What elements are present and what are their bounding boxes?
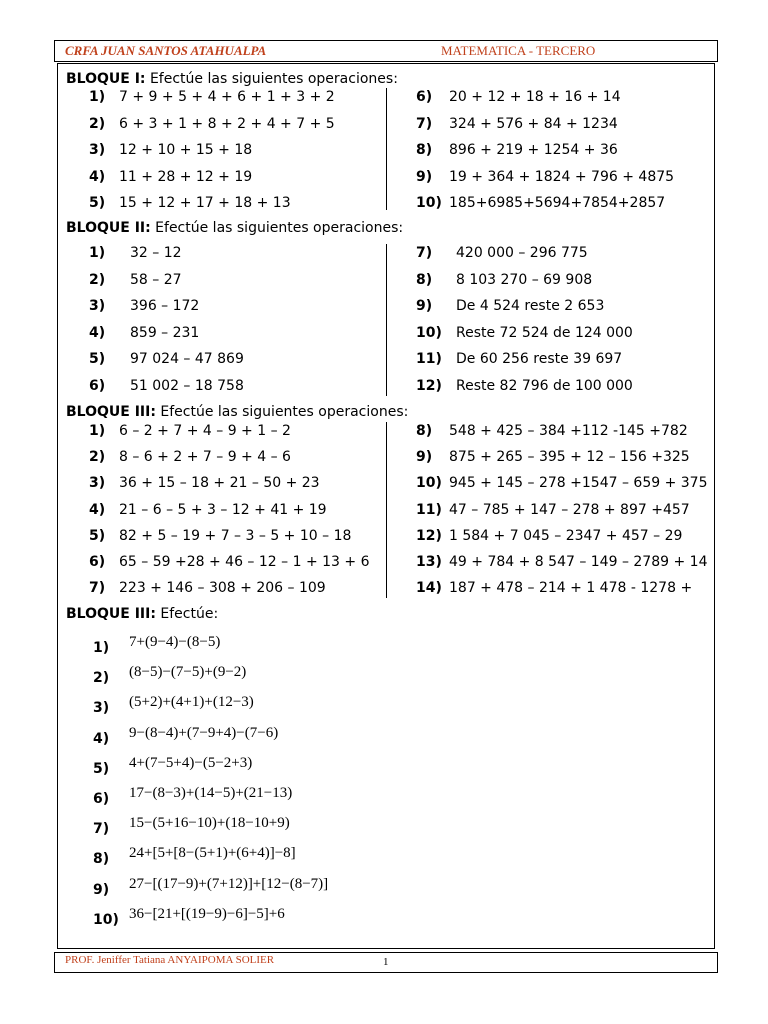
exercise-number: 5) — [93, 760, 110, 777]
exercise-expression: 8 – 6 + 2 + 7 – 9 + 4 – 6 — [119, 449, 291, 466]
exercise-expression: Reste 82 796 de 100 000 — [456, 377, 633, 394]
exercise-expression: 9−(8−4)+(7−9+4)−(7−6) — [129, 724, 279, 741]
exercise-number: 2) — [89, 449, 106, 466]
exercise-number: 9) — [416, 449, 433, 466]
exercise-expression: 17−(8−3)+(14−5)+(21−13) — [129, 785, 293, 801]
exercise-number: 11) — [416, 351, 442, 367]
exercise-number: 9) — [416, 298, 433, 314]
block-instruction: Efectúe las siguientes operaciones: — [155, 404, 409, 420]
exercise-expression: 36 + 15 – 18 + 21 – 50 + 23 — [119, 475, 320, 492]
exercise-number: 7) — [416, 115, 433, 132]
exercise-expression: 65 – 59 +28 + 46 – 12 – 1 + 13 + 6 — [119, 554, 370, 570]
course-name: MATEMATICA - TERCERO — [441, 43, 596, 58]
exercise-expression: 24+[5+[8−(5+1)+(6+4)]−8] — [129, 845, 296, 862]
block-instruction: Efectúe: — [155, 606, 219, 622]
exercise-number: 8) — [93, 851, 110, 868]
exercise-expression: 20 + 12 + 18 + 16 + 14 — [449, 89, 621, 105]
block-instruction: Efectúe las siguientes operaciones: — [145, 71, 398, 87]
exercise-number: 1) — [89, 423, 106, 439]
block-instruction: Efectúe las siguientes operaciones: — [150, 220, 404, 236]
exercise-expression: 27−[(17−9)+(7+12)]+[12−(8−7)] — [129, 875, 329, 892]
exercise-number: 9) — [416, 168, 433, 185]
exercise-number: 1) — [89, 245, 106, 261]
exercise-number: 6) — [93, 791, 110, 807]
exercise-number: 7) — [416, 245, 433, 261]
exercise-expression: (8−5)−(7−5)+(9−2) — [129, 664, 247, 681]
teacher-name: PROF. Jeniffer Tatiana ANYAIPOMA SOLIER — [65, 954, 275, 966]
exercise-number: 4) — [89, 324, 106, 341]
exercise-expression: 15 + 12 + 17 + 18 + 13 — [119, 195, 291, 211]
exercise-number: 6) — [416, 89, 433, 105]
exercise-expression: 6 + 3 + 1 + 8 + 2 + 4 + 7 + 5 — [119, 115, 335, 132]
school-name: CRFA JUAN SANTOS ATAHUALPA — [65, 43, 267, 58]
page-footer — [54, 952, 718, 973]
exercise-expression: 51 002 – 18 758 — [130, 377, 244, 394]
exercise-expression: 1 584 + 7 045 – 2347 + 457 – 29 — [449, 527, 683, 544]
exercise-expression: 187 + 478 – 214 + 1 478 - 1278 + — [449, 580, 693, 597]
page-number: 1 — [383, 956, 389, 968]
exercise-number: 13) — [416, 554, 442, 570]
exercise-number: 12) — [416, 377, 442, 394]
exercise-expression: 21 – 6 – 5 + 3 – 12 + 41 + 19 — [119, 501, 327, 518]
exercise-number: 2) — [93, 670, 110, 687]
exercise-number: 11) — [416, 501, 442, 518]
block-title — [66, 71, 398, 87]
exercise-expression: 82 + 5 – 19 + 7 – 3 – 5 + 10 – 18 — [119, 527, 352, 544]
block-label: BLOQUE I: — [66, 71, 146, 87]
exercise-expression: 548 + 425 – 384 +112 -145 +782 — [449, 423, 688, 439]
block-title — [66, 220, 403, 236]
page-header — [54, 40, 718, 62]
exercise-number: 8) — [416, 271, 433, 288]
exercise-number: 9) — [93, 881, 110, 898]
column-divider — [386, 244, 387, 396]
block-label: BLOQUE II: — [66, 220, 151, 236]
exercise-number: 5) — [89, 527, 106, 544]
exercise-expression: 58 – 27 — [130, 271, 182, 288]
exercise-number: 3) — [93, 700, 110, 717]
block-title — [66, 404, 408, 420]
exercise-expression: 875 + 265 – 395 + 12 – 156 +325 — [449, 449, 690, 466]
exercise-number: 7) — [89, 580, 106, 597]
exercise-expression: 11 + 28 + 12 + 19 — [119, 168, 253, 185]
exercise-number: 3) — [89, 298, 106, 314]
exercise-expression: 324 + 576 + 84 + 1234 — [449, 115, 618, 132]
exercise-expression: De 60 256 reste 39 697 — [456, 351, 623, 367]
exercise-number: 1) — [89, 89, 106, 105]
exercise-expression: 185+6985+5694+7854+2857 — [449, 195, 666, 211]
exercise-expression: 97 024 – 47 869 — [130, 351, 244, 367]
exercise-expression: 945 + 145 – 278 +1547 – 659 + 375 — [449, 475, 708, 492]
exercise-number: 5) — [89, 195, 106, 211]
block-title — [66, 606, 218, 622]
exercise-number: 8) — [416, 142, 433, 158]
exercise-expression: 19 + 364 + 1824 + 796 + 4875 — [449, 168, 675, 185]
exercise-expression: 223 + 146 – 308 + 206 – 109 — [119, 580, 326, 597]
exercise-number: 12) — [416, 527, 442, 544]
exercise-number: 4) — [89, 501, 106, 518]
exercise-expression: 4+(7−5+4)−(5−2+3) — [129, 754, 253, 771]
exercise-number: 7) — [93, 821, 110, 838]
exercise-number: 4) — [89, 168, 106, 185]
exercise-number: 10) — [416, 475, 442, 492]
exercise-number: 1) — [93, 640, 110, 656]
exercise-expression: 32 – 12 — [130, 245, 182, 261]
exercise-number: 6) — [89, 554, 106, 570]
exercise-number: 10) — [416, 195, 442, 211]
exercise-number: 3) — [89, 475, 106, 492]
exercise-expression: 36−[21+[(19−9)−6]−5]+6 — [129, 905, 285, 922]
exercise-number: 2) — [89, 271, 106, 288]
block-label: BLOQUE III: — [66, 404, 156, 420]
exercise-expression: 7+(9−4)−(8−5) — [129, 634, 221, 650]
exercise-expression: De 4 524 reste 2 653 — [456, 298, 605, 314]
exercise-expression: 49 + 784 + 8 547 – 149 – 2789 + 14 — [449, 554, 708, 570]
exercise-expression: 15−(5+16−10)+(18−10+9) — [129, 815, 290, 832]
exercise-number: 4) — [93, 730, 110, 747]
column-divider — [386, 422, 387, 598]
exercise-number: 14) — [416, 580, 442, 597]
exercise-expression: 8 103 270 – 69 908 — [456, 271, 593, 288]
exercise-number: 10) — [416, 324, 442, 341]
exercise-expression: 7 + 9 + 5 + 4 + 6 + 1 + 3 + 2 — [119, 89, 335, 105]
exercise-expression: 396 – 172 — [130, 298, 200, 314]
exercise-expression: 420 000 – 296 775 — [456, 245, 588, 261]
exercise-number: 5) — [89, 351, 106, 367]
exercise-number: 6) — [89, 377, 106, 394]
block-label: BLOQUE III: — [66, 606, 156, 622]
exercise-expression: 6 – 2 + 7 + 4 – 9 + 1 – 2 — [119, 423, 291, 439]
exercise-expression: 47 – 785 + 147 – 278 + 897 +457 — [449, 501, 690, 518]
exercise-number: 2) — [89, 115, 106, 132]
exercise-expression: Reste 72 524 de 124 000 — [456, 324, 633, 341]
exercise-number: 3) — [89, 142, 106, 158]
exercise-expression: 859 – 231 — [130, 324, 200, 341]
exercise-number: 8) — [416, 423, 433, 439]
exercise-expression: 12 + 10 + 15 + 18 — [119, 142, 253, 158]
column-divider — [386, 88, 387, 210]
exercise-number: 10) — [93, 911, 119, 928]
exercise-expression: (5+2)+(4+1)+(12−3) — [129, 694, 254, 711]
exercise-expression: 896 + 219 + 1254 + 36 — [449, 142, 618, 158]
